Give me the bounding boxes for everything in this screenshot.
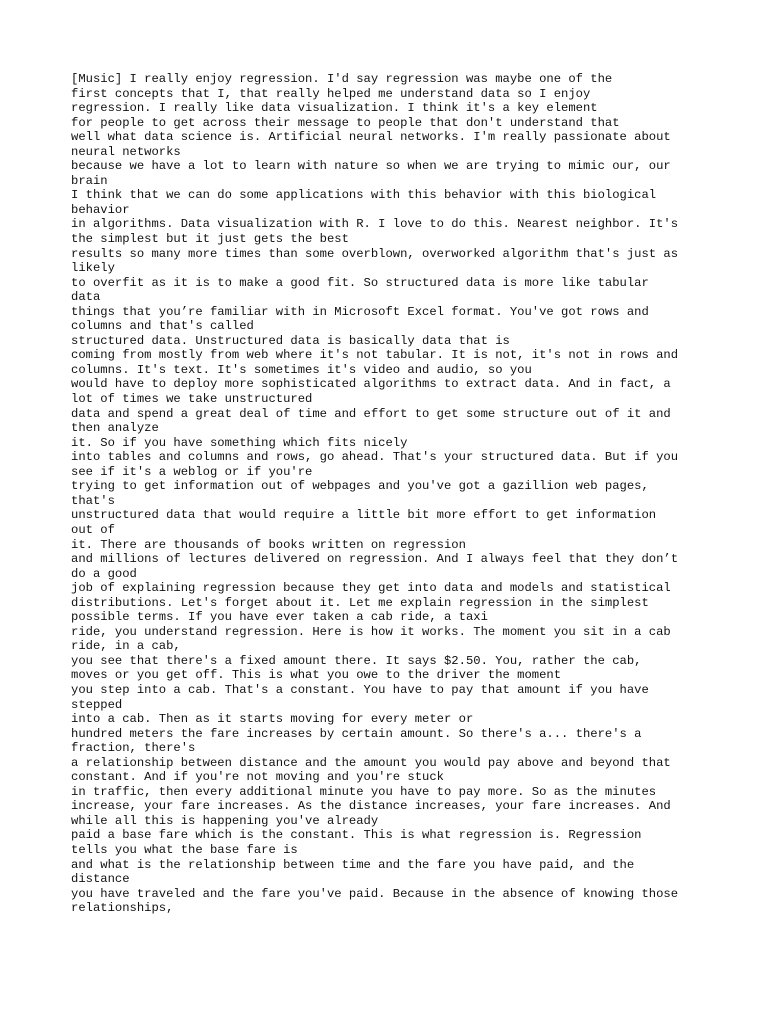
text-line: you have traveled and the fare you've paid. Because in the absence of knowing those bbox=[71, 886, 679, 901]
text-line: regression. I really like data visualization. I think it's a key element bbox=[71, 101, 598, 116]
text-line: in algorithms. Data visualization with R. I love to do this. Nearest neighbor. It's bbox=[71, 217, 679, 232]
text-line: constant. And if you're not moving and you're stuck bbox=[71, 770, 444, 785]
text-line: because we have a lot to learn with nature so when we are trying to mimic our, our bbox=[71, 159, 671, 174]
text-line: for people to get across their message to people that don't understand that bbox=[71, 115, 620, 130]
text-line: while all this is happening you've already bbox=[71, 813, 379, 828]
text-line: moves or you get off. This is what you owe to the driver the moment bbox=[71, 668, 562, 683]
text-line: unstructured data that would require a little bit more effort to get information bbox=[71, 508, 657, 523]
text-line: then analyze bbox=[71, 421, 159, 436]
text-line: columns and that's called bbox=[71, 319, 254, 334]
text-line: it. So if you have something which fits nicely bbox=[71, 435, 408, 450]
text-line: structured data. Unstructured data is basically data that is bbox=[71, 333, 510, 348]
text-line: data and spend a great deal of time and effort to get some structure out of it and bbox=[71, 406, 671, 421]
text-line: into tables and columns and rows, go ahead. That's your structured data. But if you bbox=[71, 450, 679, 465]
text-line: a relationship between distance and the amount you would pay above and beyond that bbox=[71, 755, 671, 770]
text-line: I think that we can do some applications with this behavior with this biological bbox=[71, 188, 657, 203]
text-line: paid a base fare which is the constant. This is what regression is. Regression bbox=[71, 828, 642, 843]
text-line: fraction, there's bbox=[71, 741, 196, 756]
text-line: you step into a cab. That's a constant. You have to pay that amount if you have bbox=[71, 682, 649, 697]
text-line: results so many more times than some overblown, overworked algorithm that's just as bbox=[71, 246, 679, 261]
text-line: job of explaining regression because they get into data and models and statistical bbox=[71, 581, 671, 596]
text-line: things that you’re familiar with in Microsoft Excel format. You've got rows and bbox=[71, 304, 649, 319]
text-line: neural networks bbox=[71, 144, 181, 159]
text-line: hundred meters the fare increases by certain amount. So there's a... there's a bbox=[71, 726, 642, 741]
text-line: first concepts that I, that really helped me understand data so I enjoy bbox=[71, 86, 591, 101]
text-line: [Music] I really enjoy regression. I'd say regression was maybe one of the bbox=[71, 72, 613, 86]
text-line: tells you what the base fare is bbox=[71, 842, 298, 857]
text-line: you see that there's a fixed amount there. It says $2.50. You, rather the cab, bbox=[71, 653, 642, 668]
text-line: well what data science is. Artificial neural networks. I'm really passionate about bbox=[71, 130, 671, 145]
text-line: distance bbox=[71, 872, 130, 887]
text-line: coming from mostly from web where it's not tabular. It is not, it's not in rows and bbox=[71, 348, 679, 363]
text-line: that's bbox=[71, 493, 115, 508]
text-line: to overfit as it is to make a good fit. So structured data is more like tabular bbox=[71, 275, 649, 290]
transcript-text bbox=[71, 72, 731, 916]
text-line: brain bbox=[71, 173, 108, 188]
text-line: increase, your fare increases. As the distance increases, your fare increases. And bbox=[71, 799, 671, 814]
text-line: would have to deploy more sophisticated algorithms to extract data. And in fact, a bbox=[71, 377, 671, 392]
text-line: data bbox=[71, 290, 101, 305]
text-line: possible terms. If you have ever taken a cab ride, a taxi bbox=[71, 610, 488, 625]
text-line: and millions of lectures delivered on regression. And I always feel that they don’t bbox=[71, 552, 679, 567]
text-line: and what is the relationship between time and the fare you have paid, and the bbox=[71, 857, 635, 872]
text-line: it. There are thousands of books written on regression bbox=[71, 537, 466, 552]
text-line: behavior bbox=[71, 202, 130, 217]
text-line: trying to get information out of webpages and you've got a gazillion web pages, bbox=[71, 479, 649, 494]
text-line: do a good bbox=[71, 566, 137, 581]
text-line: columns. It's text. It's sometimes it's video and audio, so you bbox=[71, 362, 532, 377]
text-line: relationships, bbox=[71, 901, 174, 916]
text-line: ride, you understand regression. Here is how it works. The moment you sit in a cab bbox=[71, 624, 671, 639]
text-line: ride, in a cab, bbox=[71, 639, 181, 654]
text-line: in traffic, then every additional minute you have to pay more. So as the minutes bbox=[71, 784, 657, 799]
text-line: stepped bbox=[71, 697, 123, 712]
text-line: the simplest but it just gets the best bbox=[71, 232, 349, 247]
text-line: into a cab. Then as it starts moving for every meter or bbox=[71, 712, 474, 727]
text-line: out of bbox=[71, 522, 115, 537]
text-line: see if it's a weblog or if you're bbox=[71, 464, 313, 479]
text-line: distributions. Let's forget about it. Let me explain regression in the simplest bbox=[71, 595, 649, 610]
text-line: lot of times we take unstructured bbox=[71, 392, 313, 407]
text-line: likely bbox=[71, 261, 115, 276]
